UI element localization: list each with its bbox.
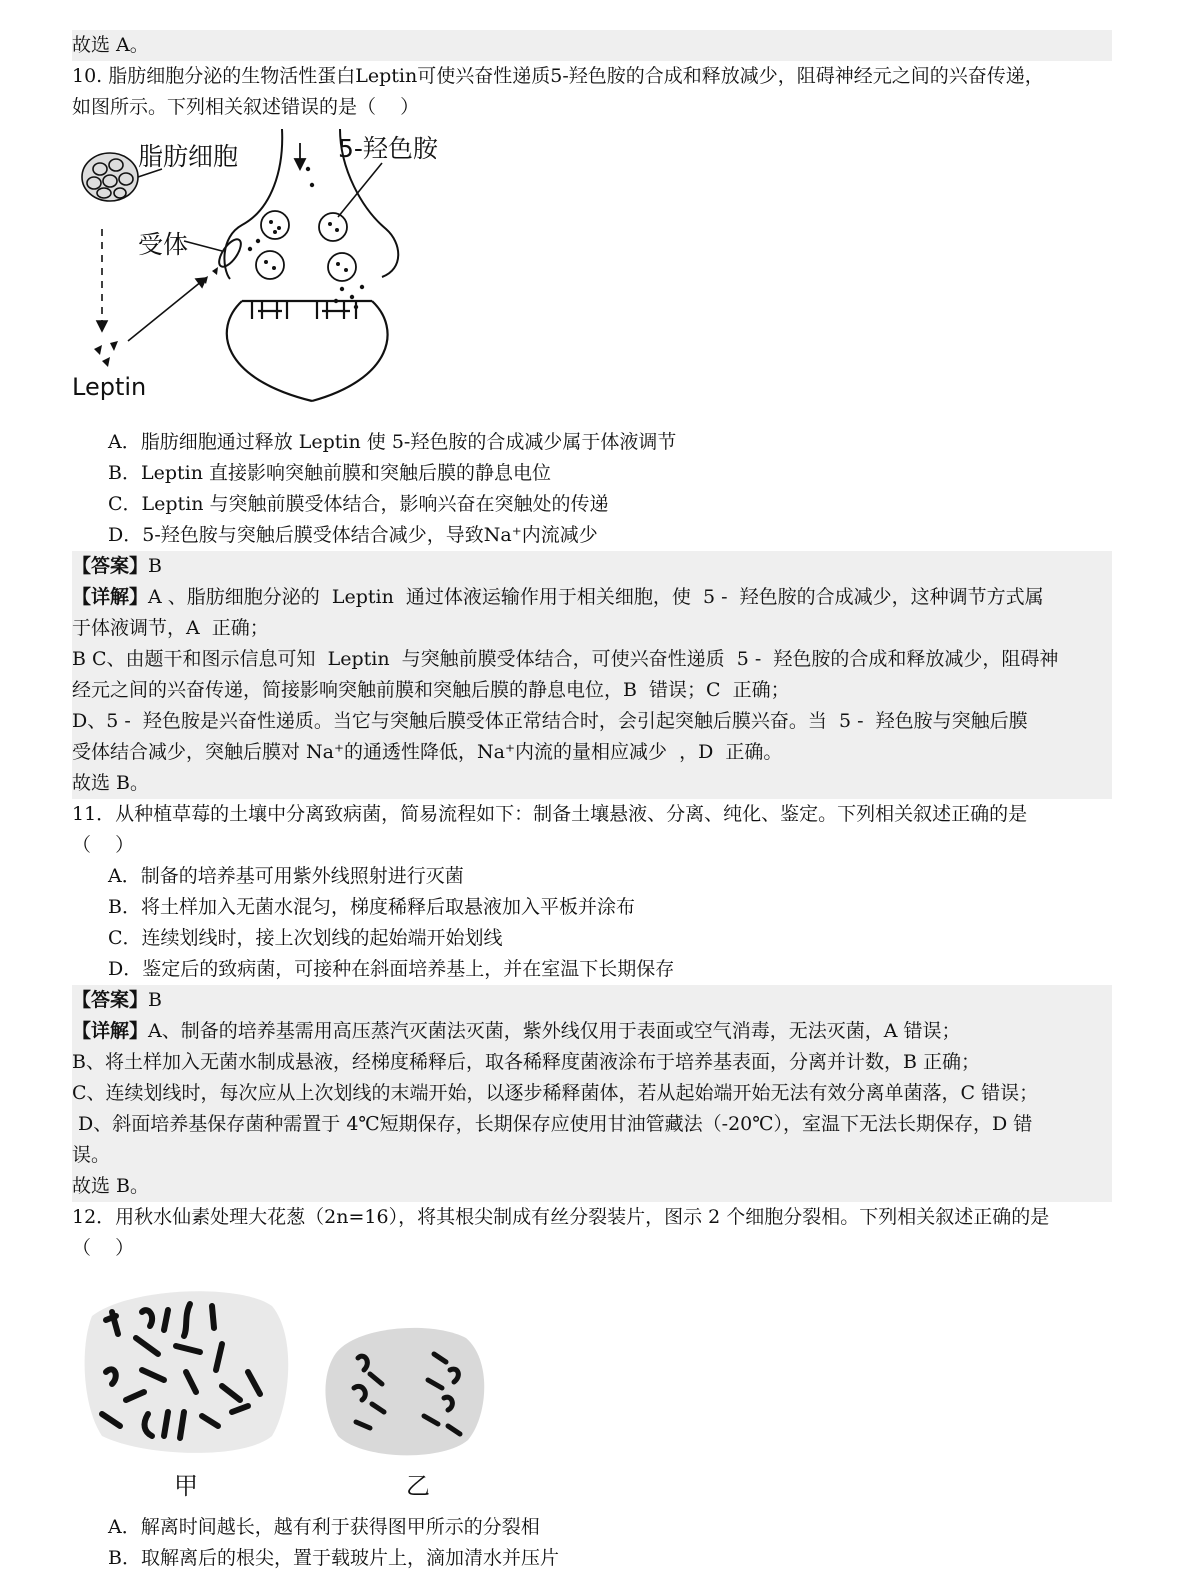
q12-stem-line2: （ ）: [72, 1237, 135, 1259]
fat-cell-label: 脂肪细胞: [138, 142, 239, 171]
q11-detail-text: A、制备的培养基需用高压蒸汽灭菌法灭菌，紫外线仅用于表面或空气消毒，无法灭菌，A 错误；: [148, 1020, 961, 1042]
q10-detail-line: 于体液调节，A 正确；: [72, 617, 269, 639]
q10-answer: [72, 551, 1112, 582]
q11-answer: [72, 985, 1112, 1016]
chromosome-cells-diagram: [72, 1276, 532, 1506]
q10-stem-line2: 如图所示。下列相关叙述错误的是（ ）: [72, 96, 420, 118]
leptin-molecules-icon: [94, 341, 118, 367]
detail-label: 【详解】: [72, 1020, 149, 1042]
answer-label: 【答案】: [72, 989, 149, 1011]
q11-stem-line1: 11．从种植草莓的土壤中分离致病菌，简易流程如下：制备土壤悬液、分离、纯化、鉴定。下列相关叙述正确的是: [72, 803, 1028, 825]
q12-option-a: A．解离时间越长，越有利于获得图甲所示的分裂相: [108, 1516, 540, 1538]
leptin-label: Leptin: [72, 373, 147, 401]
answer-label: 【答案】: [72, 555, 149, 577]
dashed-arrow-down-icon: [97, 229, 107, 331]
q12-option-b: B．取解离后的根尖，置于载玻片上，滴加清水并压片: [108, 1547, 559, 1569]
serotonin-label: 5-羟色胺: [338, 134, 438, 163]
q11-stem-line2: （ ）: [72, 834, 135, 856]
detail-label: 【详解】: [72, 586, 149, 608]
q12-stem-line1: 12．用秋水仙素处理大花葱（2n=16），将其根尖制成有丝分裂装片，图示 2 个细胞分裂相。下列相关叙述正确的是: [72, 1206, 1050, 1228]
q11-detail-line: C、连续划线时，每次应从上次划线的末端开始，以逐步稀释菌体，若从起始端开始无法有效分离单菌落，C 错误；: [72, 1082, 1039, 1104]
q11-answer-block: [72, 985, 1112, 1202]
q10-detail-line: [72, 582, 1112, 613]
q10-answer-block: [72, 551, 1112, 799]
release-arrow-icon: [295, 143, 305, 169]
cell-jia-icon: [85, 1291, 289, 1453]
q11-option-b: B．将土样加入无菌水混匀，梯度稀释后取悬液加入平板并涂布: [108, 896, 635, 918]
receptor-label: 受体: [138, 230, 189, 259]
q10-option-d: D．5-羟色胺与突触后膜受体结合减少，导致Na⁺内流减少: [108, 524, 598, 546]
q11-conclusion: 故选 B。: [72, 1175, 150, 1197]
q10-detail-line: D、5 - 羟色胺是兴奋性递质。当它与突触后膜受体正常结合时，会引起突触后膜兴奋。当 5 - 羟色胺与突触后膜: [72, 710, 1028, 732]
q10-stem-line1: 10. 脂肪细胞分泌的生物活性蛋白Leptin可使兴奋性递质5-羟色胺的合成和释放减少，阻碍神经元之间的兴奋传递，: [72, 65, 1044, 87]
cell-yi-icon: [325, 1328, 484, 1455]
q10-detail-line: 经元之间的兴奋传递，简接影响突触前膜和突触后膜的静息电位，B 错误；C 正确；: [72, 679, 790, 701]
postsynaptic-membrane-icon: [227, 301, 388, 401]
q11-detail-line: [72, 1016, 1112, 1047]
mitosis-figure: [72, 1276, 532, 1506]
label-jia: 甲: [174, 1472, 198, 1500]
q11-option-c: C．连续划线时，接上次划线的起始端开始划线: [108, 927, 503, 949]
q10-option-c: C．Leptin 与突触前膜受体结合，影响兴奋在突触处的传递: [108, 493, 609, 515]
arrow-to-receptor-icon: [128, 278, 206, 341]
q11-detail-line: B、将土样加入无菌水制成悬液，经梯度稀释后，取各稀释度菌液涂布于培养基表面，分离并计数，B 正确；: [72, 1051, 980, 1073]
synapse-leptin-figure: [72, 129, 492, 419]
prev-conclusion: 故选 A。: [72, 30, 1112, 61]
q11-detail-line: 误。: [72, 1144, 111, 1166]
q11-option-d: D．鉴定后的致病菌，可接种在斜面培养基上，并在室温下长期保存: [108, 958, 675, 980]
answer-value: B: [148, 555, 162, 577]
q10-conclusion: 故选 B。: [72, 772, 150, 794]
q10-detail-text: A 、脂肪细胞分泌的 Leptin 通过体液运输作用于相关细胞，使 5 - 羟色胺的合成减少，这种调节方式属: [148, 586, 1044, 608]
exam-page: [72, 30, 1112, 1574]
q10-option-a: A．脂肪细胞通过释放 Leptin 使 5-羟色胺的合成减少属于体液调节: [108, 431, 677, 453]
q10-detail-line: 受体结合减少，突触后膜对 Na⁺的通透性降低，Na⁺内流的量相应减少 ，D 正确。: [72, 741, 783, 763]
receptor-bound-leptin-icon: [202, 267, 218, 284]
q10-option-b: B．Leptin 直接影响突触前膜和突触后膜的静息电位: [108, 462, 551, 484]
q10-detail-line: B C、由题干和图示信息可知 Leptin 与突触前膜受体结合，可使兴奋性递质 5 - 羟色胺的合成和释放减少，阻碍神: [72, 648, 1059, 670]
label-yi: 乙: [406, 1472, 430, 1500]
q11-detail-line: D、斜面培养基保存菌种需置于 4℃短期保存，长期保存应使用甘油管藏法（-20℃），室温下无法长期保存，D 错: [72, 1113, 1033, 1135]
answer-value: B: [148, 989, 162, 1011]
q11-option-a: A．制备的培养基可用紫外线照射进行灭菌: [108, 865, 464, 887]
